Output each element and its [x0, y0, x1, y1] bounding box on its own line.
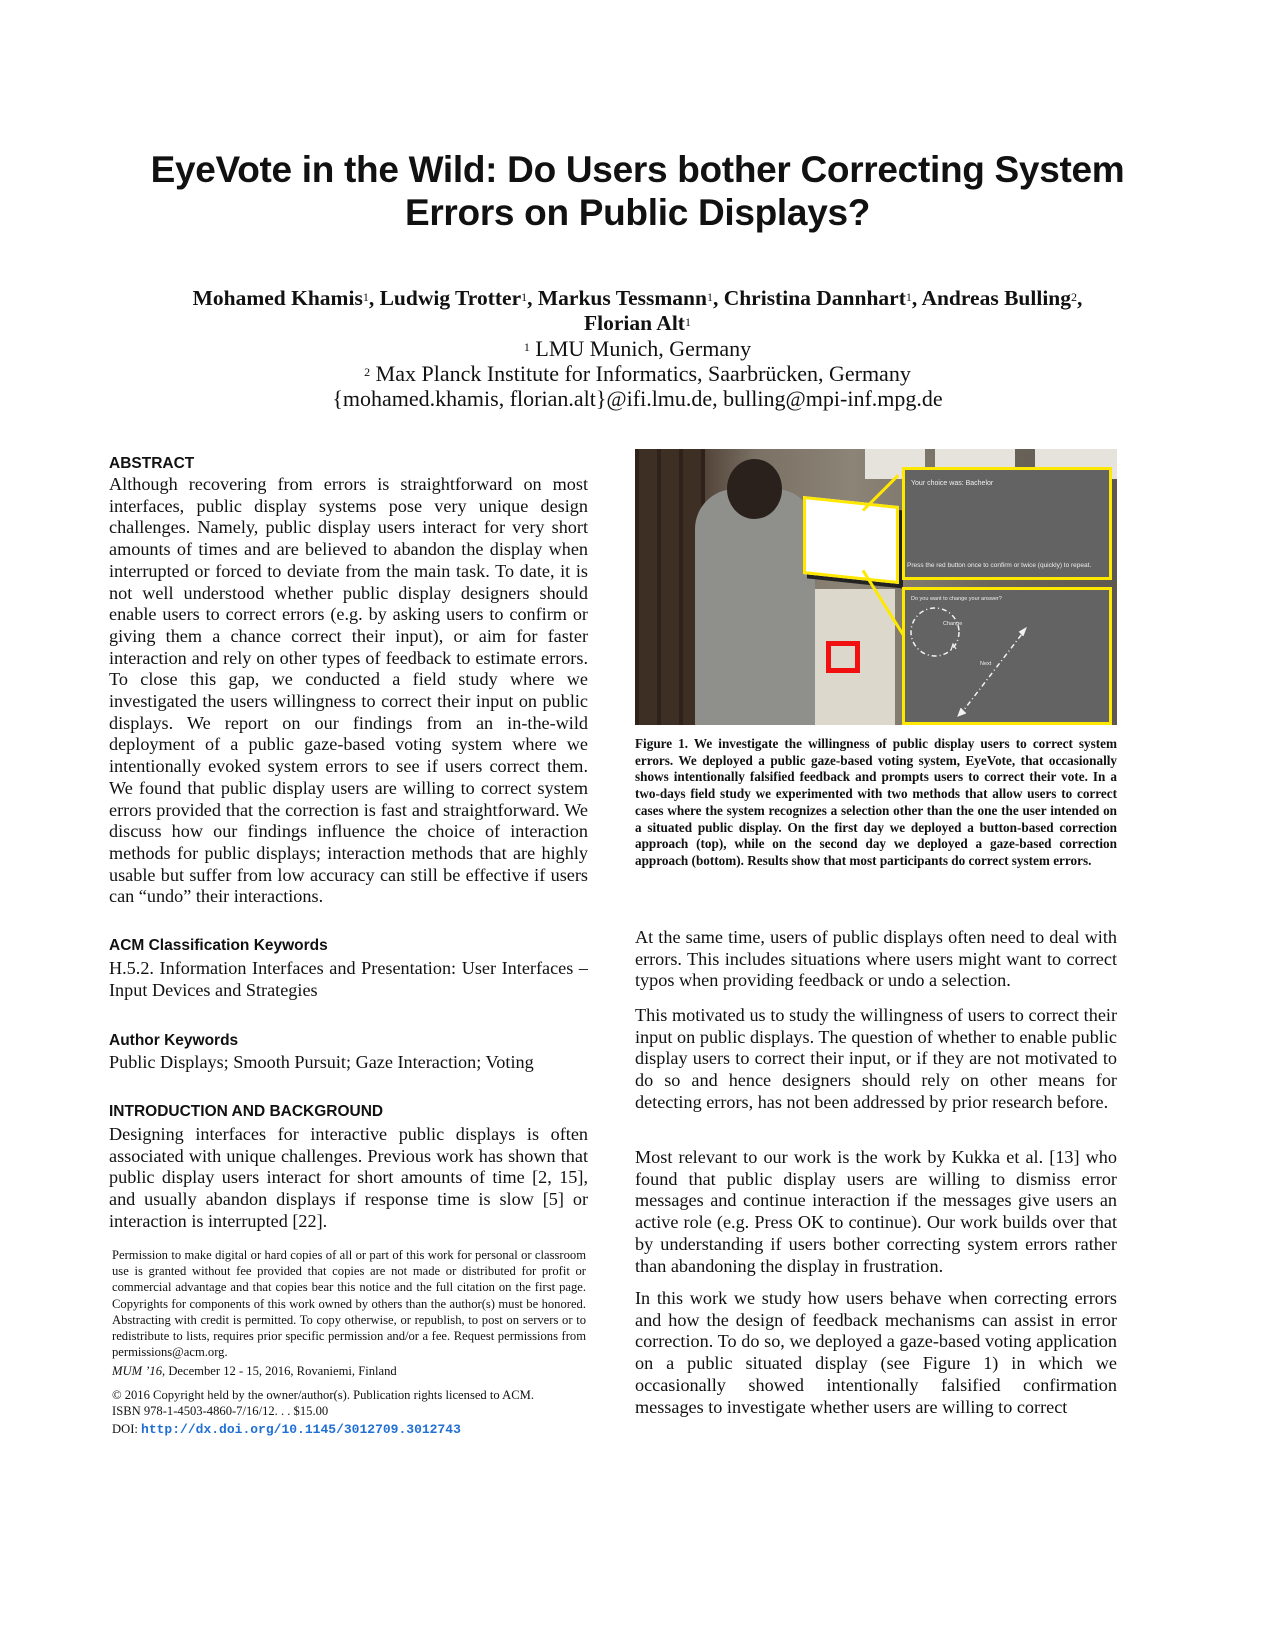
change-label: Change — [943, 621, 963, 627]
author: Markus Tessmann$^1$, — [537, 286, 724, 310]
author-keywords-text: Public Displays; Smooth Pursuit; Gaze Interaction; Voting — [109, 1052, 534, 1072]
venue-line: MUM ’16, December 12 - 15, 2016, Rovaniemi, Finland — [112, 1364, 397, 1378]
author-list — [100, 286, 1175, 336]
paper-title — [100, 148, 1175, 234]
author: Florian Alt$^1$ — [584, 311, 691, 335]
author-emails: {mohamed.khamis, florian.alt}@ifi.lmu.de, bulling@mpi-inf.mpg.de — [332, 386, 943, 411]
question-text: Do you want to change your answer? — [911, 596, 1002, 602]
button-correction-panel — [902, 467, 1112, 580]
doi-link[interactable]: http://dx.doi.org/10.1145/3012709.3012743 — [141, 1422, 461, 1437]
red-button-highlight — [826, 641, 860, 673]
copyright-line: © 2016 Copyright held by the owner/author(s). Publication rights licensed to ACM. ISBN 978-1-4503-4860-7/16/12. . . $15.00 — [112, 1388, 534, 1419]
title-line-1: EyeVote in the Wild: Do Users bother Correcting System — [150, 149, 1125, 190]
affiliation-1: $^1$ LMU Munich, Germany — [523, 336, 752, 361]
acm-classification-heading: ACM Classification Keywords — [109, 937, 328, 954]
author: Mohamed Khamis$^1$, — [192, 286, 380, 310]
figure-1-photo — [635, 449, 1117, 725]
author: Andreas Bulling$^2$, — [921, 286, 1083, 310]
abstract-text: Although recovering from errors is straightforward on most interfaces, public display systems pose very unique design challenges. Namely, public display users interact for very short amounts of times and are believed to abandon the display when interrupted or forced to deviate from the main task. To date, it is not well understood whether public display designers should enable users to correct errors (e.g. by asking users to confirm or giving them a chance correct their input), or aim for faster interaction and rely on other types of feedback to estimate errors. To close this gap, we conducted a field study where we investigated the users willingness to correct their input on public displays. We report on our findings from an in-the-wild deployment of a public gaze-based voting system where we intentionally evoked system errors to see if users correct them. We found that public display users are willing to correct system errors provided that the correction is fast and straightforward. We discuss how our findings influence the choice of interaction methods for public displays; interaction methods that are highly usable but suffer from low accuracy can still be effective if users can “undo” their interactions. — [109, 474, 588, 907]
author: Ludwig Trotter$^1$, — [379, 286, 538, 310]
instruction-text: Press the red button once to confirm or twice (quickly) to repeat. — [907, 562, 1092, 569]
title-line-2: Errors on Public Displays? — [404, 192, 871, 233]
next-label: Next — [980, 661, 992, 667]
abstract-heading: ABSTRACT — [109, 455, 195, 472]
person-figure — [695, 489, 815, 725]
permission-notice: Permission to make digital or hard copies of all or part of this work for personal or classroom use is granted without fee provided that copies are not made or distributed for profit or commercial advantage and that copies bear this notice and the full citation on the first page. Copyrights for components of this work owned by others than the author(s) must be honored. Abstracting with credit is permitted. To copy otherwise, or republish, to post on servers or to redistribute to lists, requires prior specific permission and/or a fee. Request permissions from permissions@acm.org. — [112, 1248, 586, 1360]
choice-text: Your choice was: Bachelor — [911, 480, 994, 487]
introduction-heading: INTRODUCTION AND BACKGROUND — [109, 1103, 384, 1120]
body-paragraph: At the same time, users of public displays often need to deal with errors. This includes situations where users might want to correct typos when providing feedback or undo a selection. — [635, 927, 1117, 991]
acm-classification-text: H.5.2. Information Interfaces and Presentation: User Interfaces – Input Devices and Strategies — [109, 958, 588, 1000]
pursuit-trajectories-icon — [905, 590, 1109, 722]
author: Christina Dannhart$^1$, — [723, 286, 922, 310]
author-keywords-heading: Author Keywords — [109, 1032, 239, 1049]
affiliation-2: $^2$ Max Planck Institute for Informatics, Saarbrücken, Germany — [364, 361, 911, 386]
body-paragraph: In this work we study how users behave when correcting errors and how the design of feedback mechanisms can assist in error correction. To do so, we deployed a gaze-based voting application on a public situated display (see Figure 1) in which we occasionally showed intentionally falsified confirmation messages to investigate whether users are willing to correct — [635, 1288, 1117, 1417]
person-head — [727, 459, 782, 519]
introduction-paragraph: Designing interfaces for interactive public displays is often associated with unique challenges. Previous work has shown that public display users interact for short amounts of time [2, 15], and usually abandon displays if response time is slow [5] or interaction is interrupted [22]. — [109, 1124, 588, 1231]
display-monitor — [803, 496, 899, 584]
body-paragraph: Most relevant to our work is the work by Kukka et al. [13] who found that public display users are willing to dismiss error messages and continue interaction if the messages give users an active role (e.g. Press OK to continue). Our work builds over that by understanding if users bother correcting system errors rather than abandoning the display in frustration. — [635, 1147, 1117, 1276]
gaze-correction-panel — [902, 587, 1112, 725]
doi-line: DOI: http://dx.doi.org/10.1145/3012709.3012743 — [112, 1422, 461, 1437]
figure-1-caption: Figure 1. We investigate the willingness of public display users to correct system errors. We deployed a public gaze-based voting system, EyeVote, that occasionally shows intentionally falsified feedback and prompts users to correct their vote. In a two-days field study we experimented with two methods that allow users to correct cases where the system recognizes a selection other than the one the user intended on a situated public display. On the first day we deployed a button-based correction approach (top), while on the second day we deployed a gaze-based correction approach (bottom). Results show that most participants do correct system errors. — [635, 736, 1117, 868]
body-paragraph: This motivated us to study the willingness of users to correct their input on public displays. The question of whether to enable public display users to correct their input, or if they are not motivated to do so and hence designers should rely on other means for detecting errors, has not been addressed by prior research before. — [635, 1005, 1117, 1112]
